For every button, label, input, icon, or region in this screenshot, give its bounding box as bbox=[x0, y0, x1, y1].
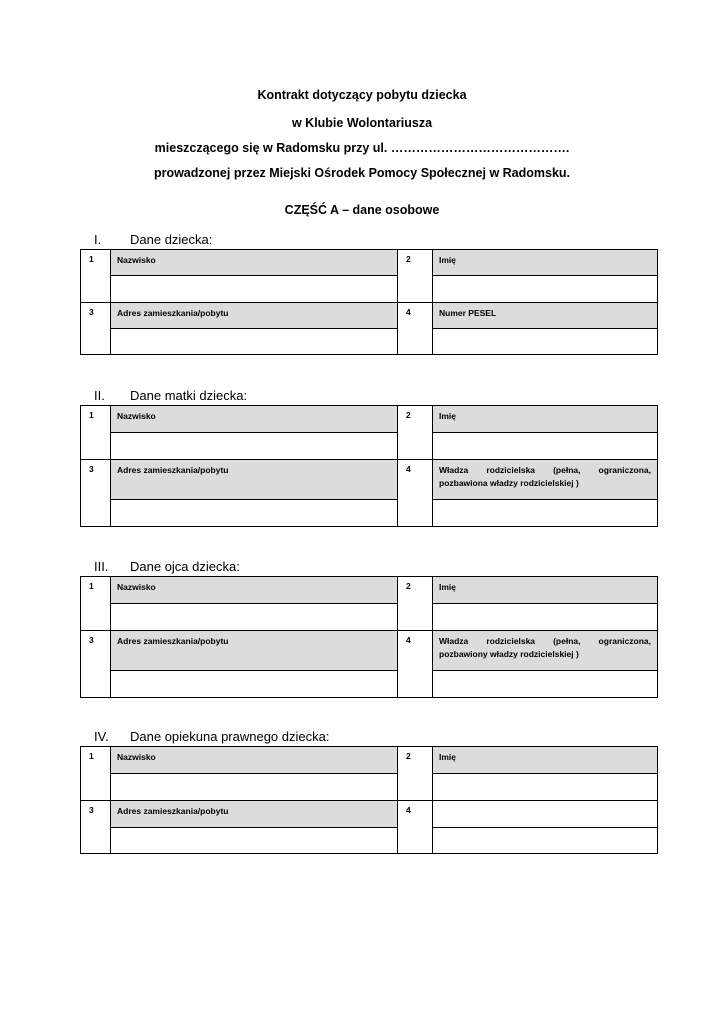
first-name-label: Imię bbox=[433, 406, 658, 433]
surname-field[interactable] bbox=[111, 276, 398, 303]
surname-label: Nazwisko bbox=[111, 250, 398, 276]
address-label: Adres zamieszkania/pobytu bbox=[111, 801, 398, 828]
surname-field[interactable] bbox=[111, 604, 398, 631]
section-number: IV. bbox=[94, 729, 109, 744]
field-number: 1 bbox=[81, 406, 111, 460]
parental-authority-field[interactable] bbox=[433, 500, 658, 527]
parental-authority-label: Władza rodzicielska (pełna, ograniczona, pozbawiona władzy rodzicielskiej ) bbox=[433, 460, 658, 500]
field-number: 1 bbox=[81, 250, 111, 303]
address-field[interactable] bbox=[111, 329, 398, 355]
title-line-1: Kontrakt dotyczący pobytu dziecka bbox=[257, 88, 467, 102]
address-label: Adres zamieszkania/pobytu bbox=[111, 460, 398, 500]
pesel-label: Numer PESEL bbox=[433, 303, 658, 329]
section-number: I. bbox=[94, 232, 102, 247]
surname-label: Nazwisko bbox=[111, 406, 398, 433]
surname-label: Nazwisko bbox=[111, 747, 398, 774]
empty-label-cell bbox=[433, 801, 658, 828]
field-number: 1 bbox=[81, 577, 111, 631]
parental-authority-field[interactable] bbox=[433, 671, 658, 698]
section-number: II. bbox=[94, 388, 105, 403]
field-number: 3 bbox=[81, 801, 111, 854]
address-field[interactable] bbox=[111, 500, 398, 527]
field-number: 3 bbox=[81, 303, 111, 355]
field-number: 4 bbox=[398, 460, 433, 527]
field-number: 2 bbox=[398, 747, 433, 801]
field-number: 4 bbox=[398, 631, 433, 698]
section-title: Dane dziecka: bbox=[130, 232, 213, 247]
guardian-data-table bbox=[80, 746, 658, 854]
father-data-table bbox=[80, 576, 658, 698]
surname-field[interactable] bbox=[111, 433, 398, 460]
first-name-field[interactable] bbox=[433, 433, 658, 460]
section-heading-1 bbox=[94, 232, 212, 248]
section-heading-2 bbox=[94, 388, 247, 404]
field-number: 4 bbox=[398, 303, 433, 355]
section-number: III. bbox=[94, 559, 109, 574]
field-number: 2 bbox=[398, 250, 433, 303]
title-line-4: prowadzonej przez Miejski Ośrodek Pomocy Społecznej w Radomsku. bbox=[153, 166, 571, 180]
first-name-field[interactable] bbox=[433, 276, 658, 303]
surname-label: Nazwisko bbox=[111, 577, 398, 604]
mother-data-table bbox=[80, 405, 658, 527]
address-field[interactable] bbox=[111, 671, 398, 698]
field-number: 1 bbox=[81, 747, 111, 801]
title-line-3: mieszczącego się w Radomsku przy ul. ……………………………………. bbox=[154, 141, 570, 155]
field-number: 2 bbox=[398, 406, 433, 460]
child-data-table bbox=[80, 249, 658, 355]
surname-field[interactable] bbox=[111, 774, 398, 801]
title-line-2: w Klubie Wolontariusza bbox=[291, 116, 433, 130]
parental-authority-label: Władza rodzicielska (pełna, ograniczona, pozbawiony władzy rodzicielskiej ) bbox=[433, 631, 658, 671]
address-field[interactable] bbox=[111, 828, 398, 854]
address-label: Adres zamieszkania/pobytu bbox=[111, 303, 398, 329]
address-label: Adres zamieszkania/pobytu bbox=[111, 631, 398, 671]
field-number: 2 bbox=[398, 577, 433, 631]
first-name-label: Imię bbox=[433, 577, 658, 604]
section-title: Dane matki dziecka: bbox=[130, 388, 248, 403]
field-number: 3 bbox=[81, 631, 111, 698]
field-number: 4 bbox=[398, 801, 433, 854]
first-name-label: Imię bbox=[433, 250, 658, 276]
field-number: 3 bbox=[81, 460, 111, 527]
first-name-label: Imię bbox=[433, 747, 658, 774]
section-title: Dane opiekuna prawnego dziecka: bbox=[130, 729, 330, 744]
extra-field[interactable] bbox=[433, 828, 658, 854]
section-title: Dane ojca dziecka: bbox=[130, 559, 240, 574]
part-heading: CZĘŚĆ A – dane osobowe bbox=[284, 203, 440, 217]
section-heading-4 bbox=[94, 729, 329, 745]
section-heading-3 bbox=[94, 559, 240, 575]
pesel-field[interactable] bbox=[433, 329, 658, 355]
first-name-field[interactable] bbox=[433, 604, 658, 631]
first-name-field[interactable] bbox=[433, 774, 658, 801]
